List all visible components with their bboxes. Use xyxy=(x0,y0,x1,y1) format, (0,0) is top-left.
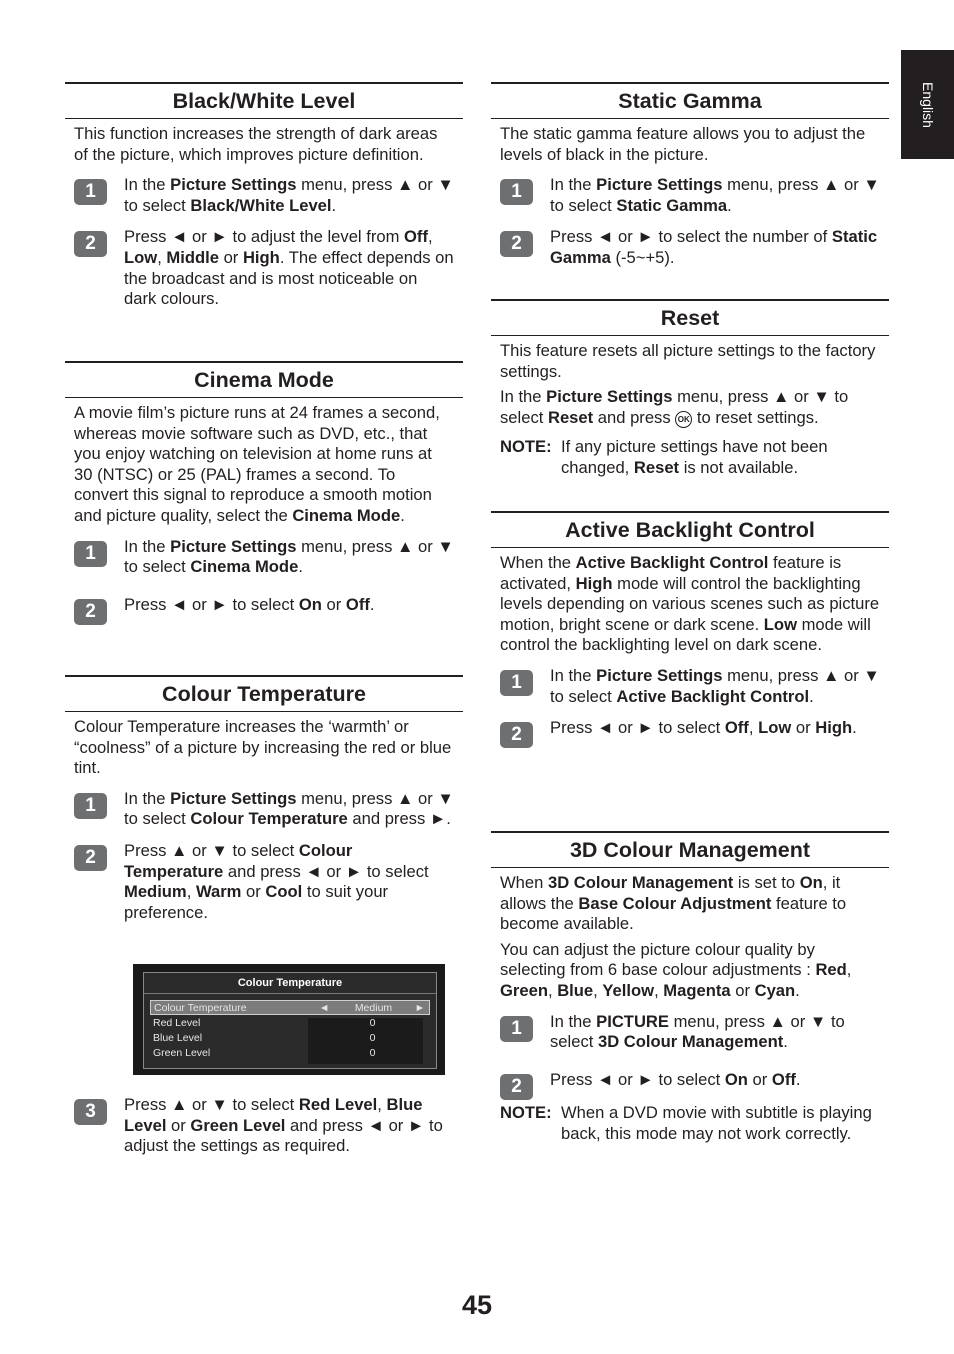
step-badge: 1 xyxy=(500,1016,533,1042)
step-1 xyxy=(500,1012,880,1053)
page-number: 45 xyxy=(461,1290,493,1320)
step-badge: 1 xyxy=(500,179,533,205)
osd-row-red-level[interactable] xyxy=(150,1016,430,1031)
note-label: NOTE: xyxy=(500,1103,552,1123)
intro-text: This function increases the strength of dark areas of the picture, which improves picture definition. xyxy=(74,124,438,164)
note-text: If any picture settings have not been changed, Reset is not available. xyxy=(561,437,828,477)
intro-text: The static gamma feature allows you to adjust the levels of black in the picture. xyxy=(500,124,866,164)
step-text: In the Picture Settings menu, press ▲ or ▼ to select Active Backlight Control. xyxy=(550,665,880,706)
step-badge: 1 xyxy=(74,541,107,567)
step-badge: 2 xyxy=(74,599,107,625)
section-reset xyxy=(491,299,889,479)
section-title: Black/White Level xyxy=(65,82,463,119)
section-static-gamma xyxy=(491,82,889,269)
section-cinema-mode xyxy=(65,361,463,622)
step-2 xyxy=(74,841,454,923)
step-2 xyxy=(500,1069,880,1097)
step-text: In the Picture Settings menu, press ▲ or ▼ to select Cinema Mode. xyxy=(124,536,454,577)
language-tab-label: English xyxy=(919,81,936,128)
osd-title: Colour Temperature xyxy=(144,973,436,994)
step-2 xyxy=(74,594,454,622)
osd-row-colour-temperature[interactable] xyxy=(150,1000,430,1015)
step-2 xyxy=(500,718,880,746)
section-title: Cinema Mode xyxy=(65,361,463,398)
step-badge: 2 xyxy=(74,845,107,871)
ok-button-icon: OK xyxy=(675,411,692,428)
colour-temperature-menu-screenshot xyxy=(133,964,445,1075)
intro-text: This feature resets all picture settings to the factory settings. xyxy=(500,341,876,381)
section-title: 3D Colour Management xyxy=(491,831,889,868)
osd-row-label: Blue Level xyxy=(153,1032,203,1044)
right-arrow-icon: ► xyxy=(414,1002,425,1014)
osd-row-value: 0 xyxy=(369,1032,376,1044)
step-1 xyxy=(74,789,454,830)
step-text: In the Picture Settings menu, press ▲ or ▼ to select Static Gamma. xyxy=(550,175,880,215)
step-text: Press ◄ or ► to select On or Off. xyxy=(124,594,375,614)
step-badge: 2 xyxy=(74,231,107,257)
language-tab xyxy=(901,50,954,159)
step-badge: 3 xyxy=(74,1099,107,1125)
step-2 xyxy=(500,227,880,268)
section-black-white-level xyxy=(65,82,463,310)
note xyxy=(500,437,880,478)
step-badge: 2 xyxy=(500,1074,533,1100)
step-text: Press ◄ or ► to select Off, Low or High. xyxy=(550,718,857,738)
note-label: NOTE: xyxy=(500,437,552,457)
step-text: Press ◄ or ► to adjust the level from Off, Low, Middle or High. The effect depends on the broadcast and is most noticeable on dark colours. xyxy=(124,227,454,309)
left-arrow-icon: ◄ xyxy=(319,1002,330,1014)
section-3d-colour-management xyxy=(491,831,889,1145)
osd-row-blue-level[interactable] xyxy=(150,1031,430,1046)
osd-row-value: 0 xyxy=(369,1017,376,1029)
step-1 xyxy=(500,175,880,216)
step-2 xyxy=(74,227,454,309)
osd-row-label: Colour Temperature xyxy=(154,1002,247,1014)
step-text: Press ◄ or ► to select On or Off. xyxy=(550,1069,801,1089)
osd-row-value: 0 xyxy=(369,1047,376,1059)
intro-text: Colour Temperature increases the ‘warmth’ or “coolness” of a picture by increasing the red or blue tint. xyxy=(74,717,452,778)
osd-row-value: Medium xyxy=(354,1002,393,1014)
osd-row-green-level[interactable] xyxy=(150,1046,430,1061)
step-badge: 1 xyxy=(74,179,107,205)
reset-instructions: In the Picture Settings menu, press ▲ or ▼ to select Reset and press OK to reset settings. xyxy=(500,387,849,427)
section-title: Colour Temperature xyxy=(65,675,463,712)
section-title: Static Gamma xyxy=(491,82,889,119)
intro-text: A movie film’s picture runs at 24 frames a second, whereas movie software such as DVD, etc., that you enjoy watching on television at home runs at 30 (NTSC) or 25 (PAL) frames a second. To convert this signal to reproduce a smooth motion and picture quality, select the Cinema Mode. xyxy=(74,403,440,525)
step-1 xyxy=(500,666,880,707)
section-title: Reset xyxy=(491,299,889,336)
step-text: In the Picture Settings menu, press ▲ or ▼ to select Colour Temperature and press ►. xyxy=(124,788,454,829)
adjust-text: You can adjust the picture colour quality by selecting from 6 base colour adjustments : Red, Green, Blue, Yellow, Magenta or Cyan. xyxy=(500,939,852,1000)
note-text: When a DVD movie with subtitle is playing back, this mode may not work correctly. xyxy=(561,1103,872,1143)
step-badge: 1 xyxy=(74,793,107,819)
step-badge: 2 xyxy=(500,231,533,257)
osd-row-label: Green Level xyxy=(153,1047,211,1059)
osd-row-label: Red Level xyxy=(153,1017,201,1029)
step-3 xyxy=(74,1095,454,1157)
step-text: In the Picture Settings menu, press ▲ or ▼ to select Black/White Level. xyxy=(124,175,454,215)
step-badge: 2 xyxy=(500,722,533,748)
intro-text: When the Active Backlight Control feature is activated, High mode will control the backlighting levels depending on various scenes such as picture motion, bright scene or dark scene. Low mode will control the backlighting level on dark scene. xyxy=(500,553,880,655)
intro-text: When 3D Colour Management is set to On, it allows the Base Colour Adjustment feature to become available. xyxy=(500,873,847,934)
section-colour-temperature-step3 xyxy=(65,1095,463,1157)
note xyxy=(500,1103,880,1144)
step-1 xyxy=(74,175,454,216)
step-text: In the PICTURE menu, press ▲ or ▼ to select 3D Colour Management. xyxy=(550,1011,845,1052)
step-text: Press ◄ or ► to select the number of Static Gamma (-5~+5). xyxy=(550,227,878,267)
section-colour-temperature xyxy=(65,675,463,923)
step-text: Press ▲ or ▼ to select Colour Temperature and press ◄ or ► to select Medium, Warm or Cool to suit your preference. xyxy=(124,840,429,922)
section-title: Active Backlight Control xyxy=(491,511,889,548)
step-text: Press ▲ or ▼ to select Red Level, Blue Level or Green Level and press ◄ or ► to adjust the settings as required. xyxy=(124,1095,443,1156)
step-badge: 1 xyxy=(500,670,533,696)
step-1 xyxy=(74,537,454,578)
section-active-backlight-control xyxy=(491,511,889,746)
